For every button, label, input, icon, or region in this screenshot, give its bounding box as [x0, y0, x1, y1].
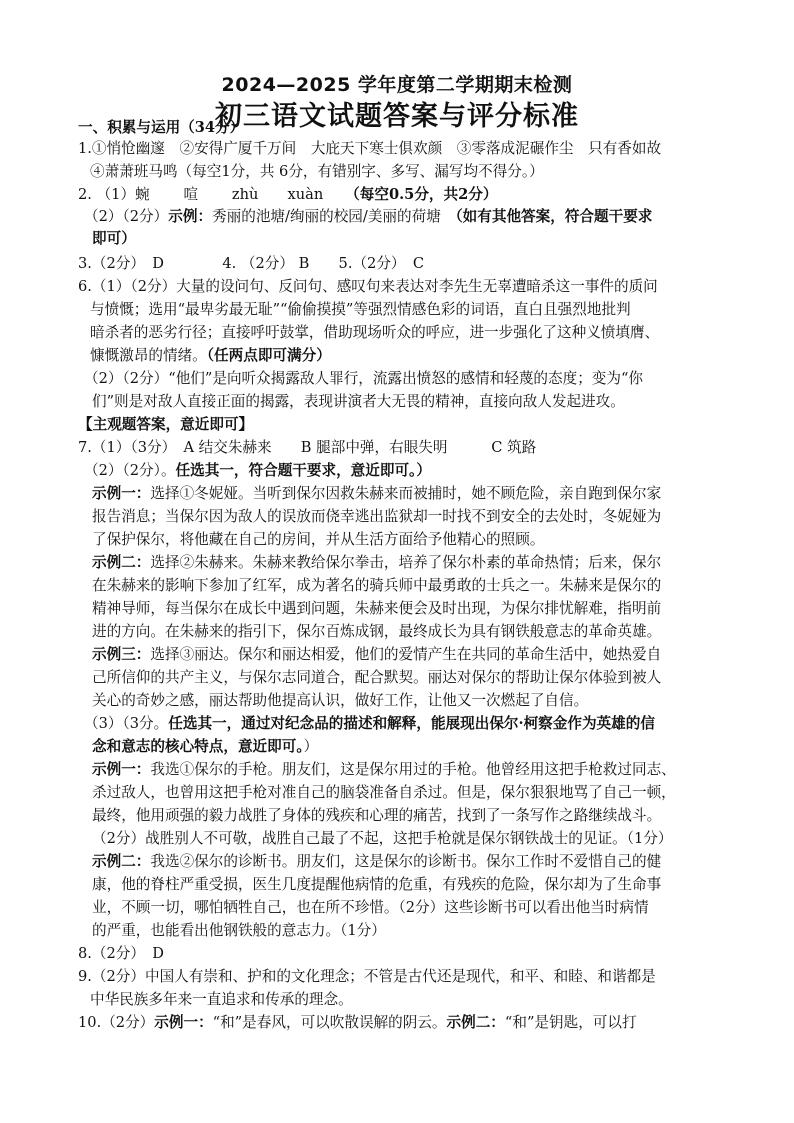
text-line	[78, 277, 658, 297]
text-line	[90, 990, 353, 1010]
bold-text-segment: 任选其一，通过对纪念品的描述和解释，能展现出保尔·柯察金作为英雄的信	[168, 715, 655, 732]
bold-text-segment: 一、积累与运用（34分）	[78, 119, 245, 136]
text-segment: 7.（1）（3分） A 结交朱赫来 B 腿部中弹，右眼失明 C 筑路	[78, 439, 537, 456]
text-segment: 8.（2分） D	[78, 945, 164, 962]
text-segment: 选择③丽达。保尔和丽达相爱，他们的爱情产生在共同的革命生活中，她热爱自	[150, 646, 662, 663]
text-segment: 1.①悄怆幽邃 ②安得广厦千万间 大庇天下寒士俱欢颜 ③零落成泥碾作尘 只有香如故	[78, 140, 662, 157]
text-segment: （3）（3分。	[84, 715, 169, 732]
text-segment: 精神导师，每当保尔在成长中遇到问题，朱赫来便会及时出现，为保尔排忧解难，指明前	[92, 600, 662, 617]
bold-text-segment: 示例一：	[92, 761, 151, 778]
text-line	[92, 691, 588, 711]
text-line	[92, 783, 676, 803]
text-line	[90, 323, 659, 343]
text-line	[78, 415, 253, 435]
text-line	[92, 806, 661, 826]
text-segment: 9.（2分）中国人有崇和、护和的文化理念；不管是古代还是现代，和平、和睦、和谐都是	[78, 968, 656, 985]
text-segment: 3.（2分） D 4. （2分） B 5.（2分） C	[78, 255, 424, 272]
text-line	[92, 668, 661, 688]
text-line	[78, 118, 244, 138]
text-segment: 选择②朱赫来。朱赫来教给保尔拳击，培养了保尔朴素的革命热情；后来，保尔	[150, 554, 662, 571]
text-line	[92, 921, 386, 941]
text-line	[90, 300, 631, 320]
text-segment: 暗杀者的恶劣行径；直接呼吁鼓掌，借助现场听众的呼应，进一步强化了这种义愤填膺、	[90, 324, 660, 341]
text-segment: 10.（2分）	[78, 1014, 155, 1031]
text-line	[84, 369, 643, 389]
text-segment: 杀过敌人，也曾用这把手枪对准自己的脑袋准备自杀过。但是，保尔狠狠地骂了自己一顿，	[92, 784, 676, 801]
text-line	[78, 967, 656, 987]
text-segment: 6.（1）（2分）大量的设问句、反问句、感叹句来表达对李先生无辜遭暗杀这一事件的质问	[78, 278, 658, 295]
bold-text-segment: 示例：	[168, 208, 213, 225]
text-line	[90, 346, 331, 366]
answer-key-title: 初三语文试题答案与评分标准	[215, 101, 579, 132]
text-line	[92, 553, 661, 573]
text-line	[78, 944, 164, 964]
text-line	[92, 229, 136, 249]
text-segment: 康，他的脊柱严重受损，医生几度提醒他病情的危重，有残疾的危险，保尔却为了生命事	[92, 876, 662, 893]
text-line	[92, 507, 661, 527]
text-segment: 选择①冬妮娅。当听到保尔因救朱赫来而被捕时，她不顾危险，亲自跑到保尔家	[150, 485, 662, 502]
text-line	[78, 438, 536, 458]
text-segment: 报告消息；当保尔因为敌人的误放而侥幸逃出监狱却一时找不到安全的去处时，冬妮娅为	[92, 508, 662, 525]
text-line	[92, 760, 676, 780]
text-segment: （2）（2分）“他们”是向听众揭露敌人罪行，流露出愤怒的感情和轻蔑的态度；变为“你	[84, 370, 644, 387]
bold-text-segment: 【主观题答案，意近即可】	[78, 416, 254, 433]
bold-text-segment: 示例一：	[154, 1014, 213, 1031]
text-segment: 慷慨激昂的情绪。	[90, 347, 207, 364]
text-segment: 与愤慨；选用“最卑劣最无耻”“偷偷摸摸”等强烈情感色彩的词语，直白且强烈地批判	[90, 301, 631, 318]
text-line	[78, 185, 497, 205]
text-segment: 进的方向。在朱赫来的指引下，保尔百炼成钢，最终成长为具有钢铁般意志的革命英雄。	[92, 623, 662, 640]
text-segment: 2. （1）蜿 喧 zhù xuàn	[78, 186, 353, 203]
text-segment: 我选①保尔的手枪。朋友们，这是保尔用过的手枪。他曾经用这把手枪救过同志、	[150, 761, 676, 778]
text-segment: ）	[303, 738, 319, 755]
bold-text-segment: 任选其一，符合题干要求，意近即可。）	[175, 462, 431, 479]
text-segment: ④萧萧班马鸣（每空1分，共 6分，有错别字、多写、漏写均不得分。）	[90, 163, 544, 180]
text-segment: 秀丽的池塘/绚丽的校园/美丽的荷塘	[212, 208, 456, 225]
text-segment: “和”是钥匙，可以打	[504, 1014, 637, 1031]
text-line	[78, 1013, 637, 1033]
text-line	[90, 162, 544, 182]
bold-text-segment: 示例二：	[92, 554, 151, 571]
text-line	[84, 461, 431, 481]
text-line	[84, 207, 652, 227]
bold-text-segment: （如有其他答案，符合题干要求	[455, 208, 653, 225]
text-segment: 的严重，也能看出他钢铁般的意志力。（1分）	[92, 922, 386, 939]
text-segment: （2）（2分）	[84, 208, 169, 225]
text-segment: 我选②保尔的诊断书。朋友们，这是保尔的诊断书。保尔工作时不爱惜自己的健	[150, 853, 662, 870]
bold-text-segment: 示例一：	[92, 485, 151, 502]
text-line	[78, 139, 661, 159]
bold-text-segment: 念和意志的核心特点，意近即可。	[92, 738, 304, 755]
bold-text-segment: 示例二：	[446, 1014, 505, 1031]
bold-text-segment: 示例二：	[92, 853, 151, 870]
bold-text-segment: 即可）	[92, 230, 136, 247]
text-segment: 中华民族多年来一直追求和传承的理念。	[90, 991, 353, 1008]
text-segment: 业，不顾一切，哪怕牺牲自己，也在所不珍惜。（2分）这些诊断书可以看出他当时病情	[92, 899, 649, 916]
text-segment: 了保护保尔，将他藏在自己的房间，并从生活方面给予他精心的照顾。	[92, 531, 545, 548]
text-segment: （2分）战胜别人不可敬，战胜自己最了不起，这把手枪就是保尔钢铁战士的见证。（1分）	[92, 830, 673, 847]
text-segment: 在朱赫来的影响下参加了红军，成为著名的骑兵师中最勇敢的士兵之一。朱赫来是保尔的	[92, 577, 662, 594]
text-line	[92, 829, 672, 849]
text-segment: 己所信仰的共产主义，与保尔志同道合，配合默契。丽达对保尔的帮助让保尔体验到被人	[92, 669, 662, 686]
text-line	[92, 622, 661, 642]
text-line	[92, 599, 661, 619]
text-segment: 最终，他用顽强的毅力战胜了身体的残疾和心理的痛苦，找到了一条写作之路继续战斗。	[92, 807, 662, 824]
text-segment: “和”是春风，可以吹散误解的阴云。	[212, 1014, 447, 1031]
text-segment: （2）（2分）。	[84, 462, 176, 479]
text-segment: 关心的奇妙之感，丽达帮助他提高认识，做好工作，让他又一次燃起了自信。	[92, 692, 589, 709]
text-line	[92, 645, 661, 665]
text-segment: 们”则是对敌人直接正面的揭露，表现讲演者大无畏的精神，直接向敌人发起进攻。	[92, 393, 625, 410]
text-line	[92, 484, 661, 504]
text-line	[92, 576, 661, 596]
text-line	[92, 530, 544, 550]
text-line	[78, 254, 424, 274]
bold-text-segment: 示例三：	[92, 646, 151, 663]
text-line	[92, 898, 649, 918]
text-line	[84, 714, 655, 734]
text-line	[92, 737, 318, 757]
text-line	[92, 852, 661, 872]
exam-title: 2024—2025 学年度第二学期期末检测	[221, 74, 573, 96]
text-line	[92, 392, 625, 412]
text-line	[92, 875, 661, 895]
bold-text-segment: （任两点即可满分）	[206, 347, 331, 364]
bold-text-segment: （每空0.5分，共2分）	[352, 186, 498, 203]
